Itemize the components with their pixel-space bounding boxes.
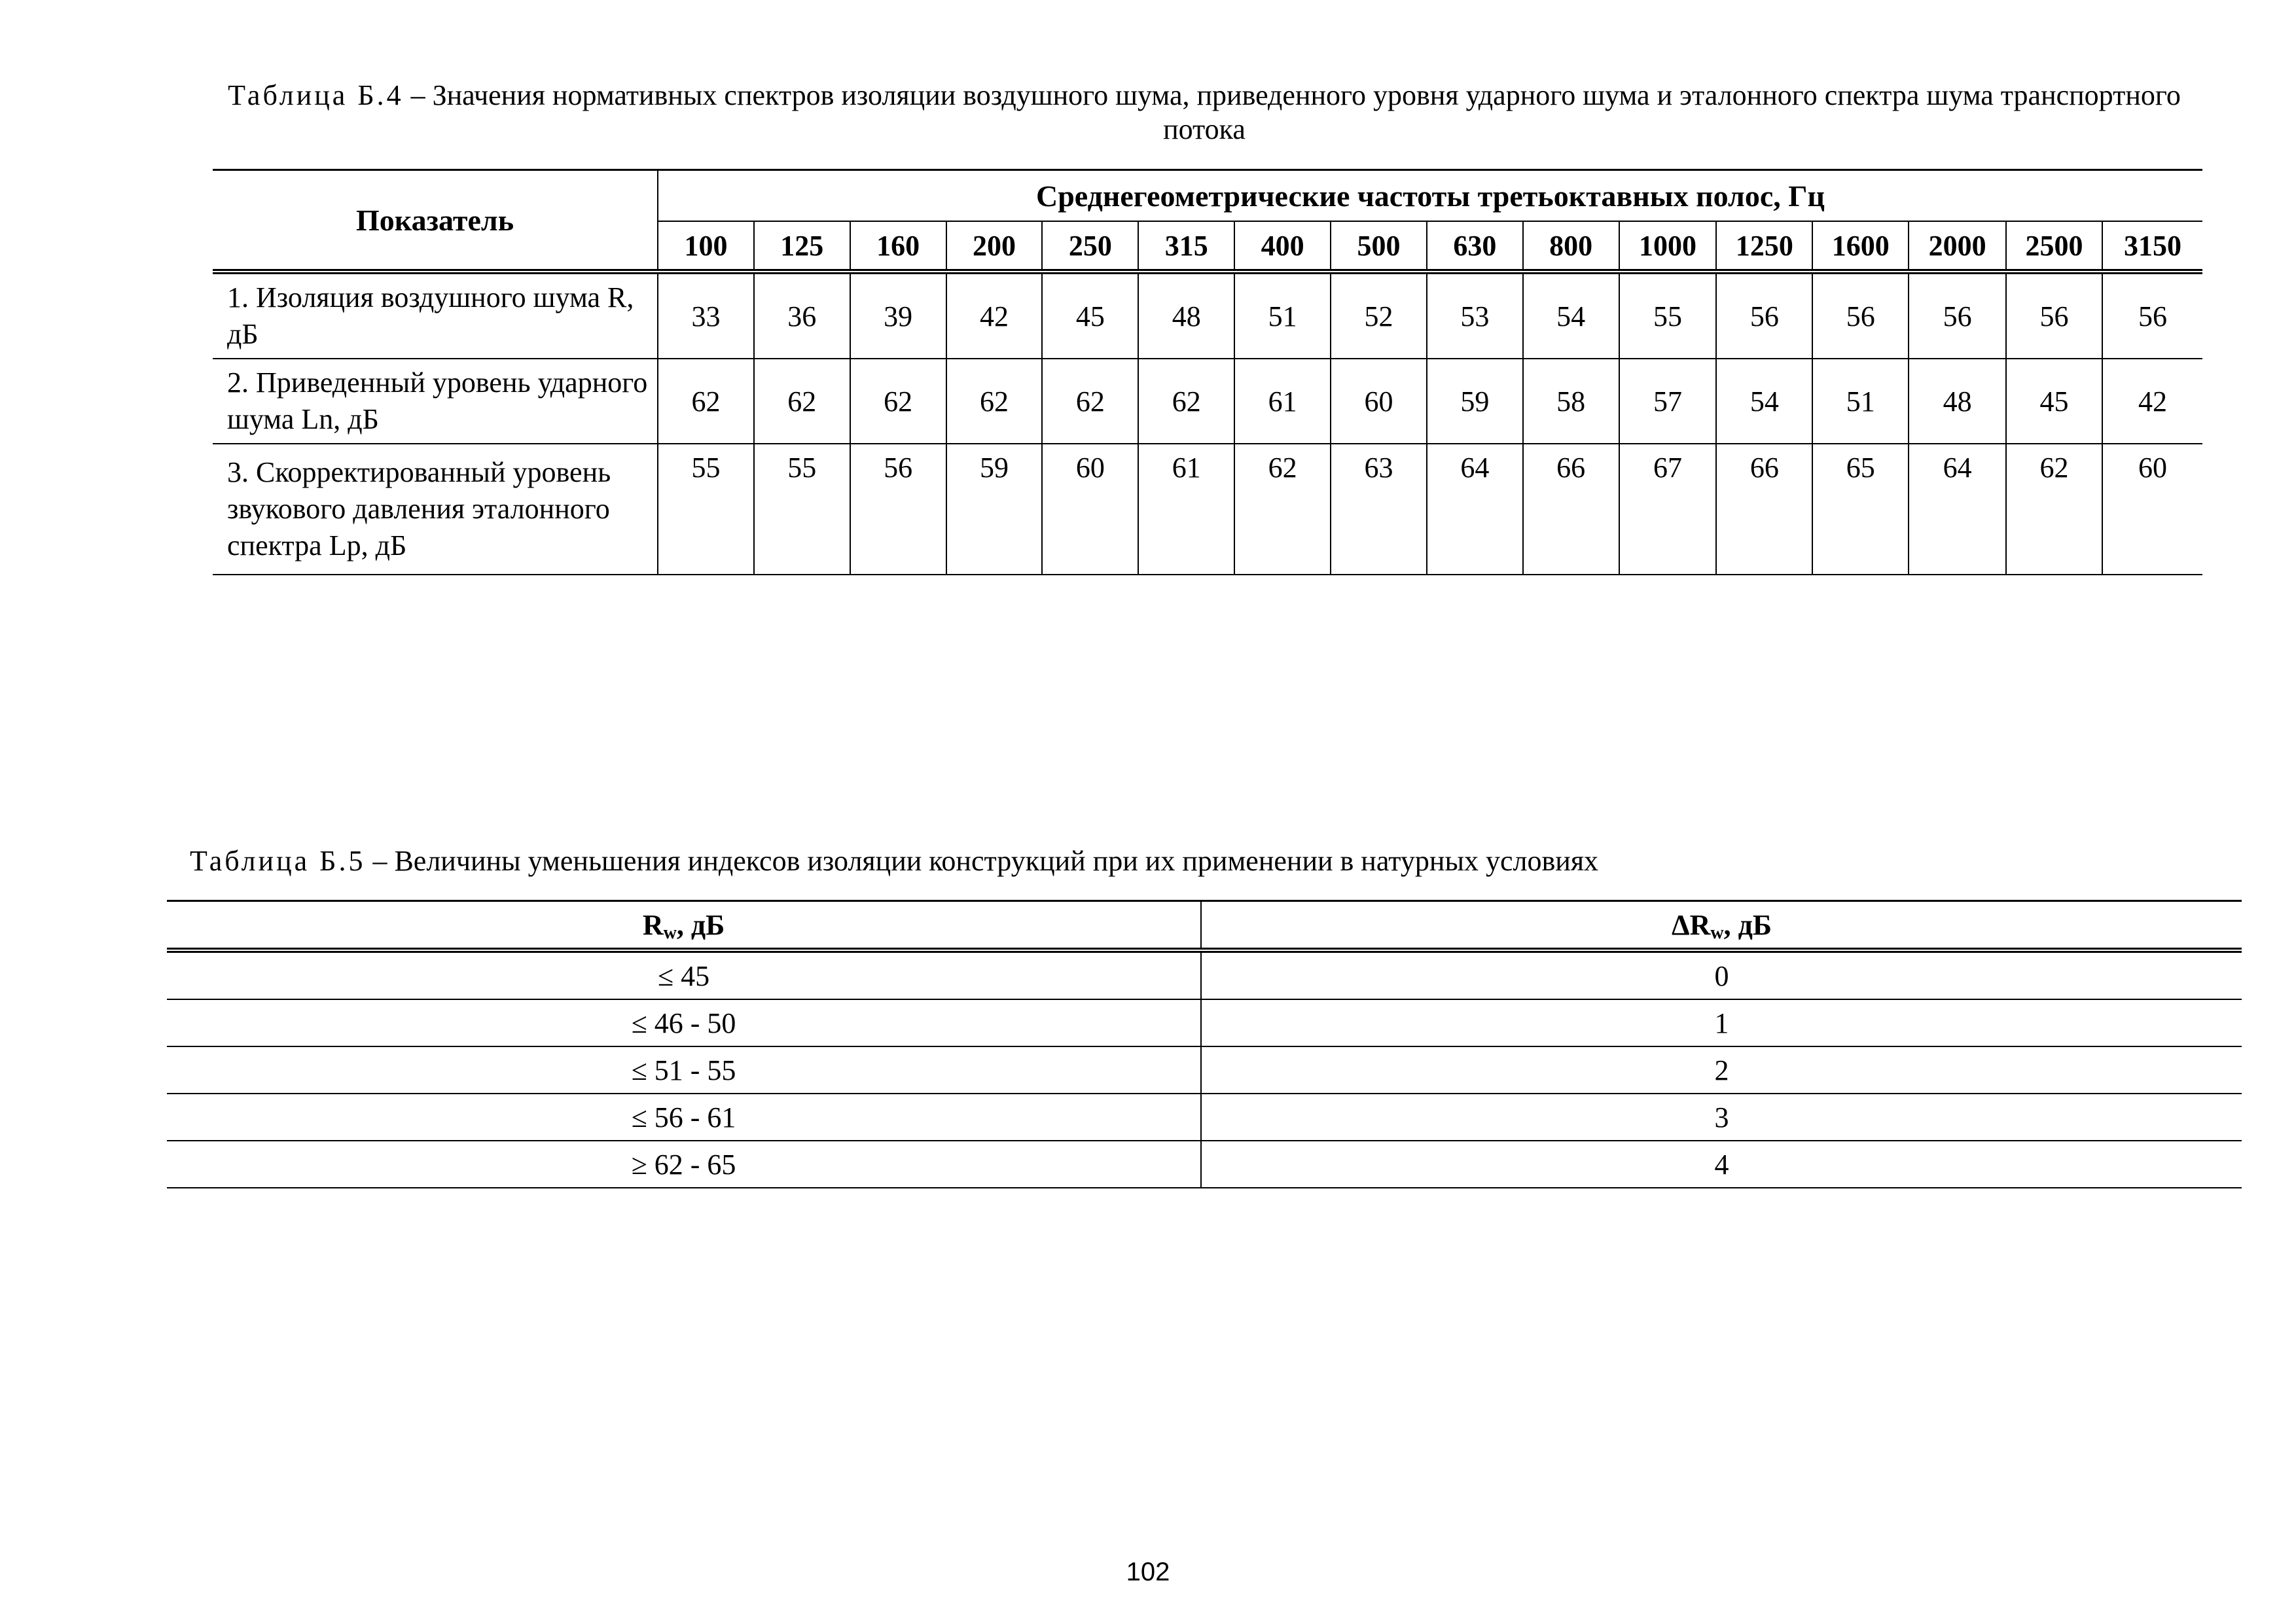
delta-rw-cell: 0	[1201, 950, 2242, 999]
table-cell: 59	[946, 444, 1043, 575]
frequency-header: 800	[1523, 221, 1619, 272]
frequency-header: 630	[1427, 221, 1523, 272]
table-cell: 62	[850, 359, 946, 444]
table-cell: 62	[658, 359, 754, 444]
table-cell: 57	[1619, 359, 1717, 444]
table-cell: 67	[1619, 444, 1717, 575]
table-cell: 45	[1042, 272, 1138, 359]
table-b5-caption-lead: Таблица Б.5	[190, 845, 366, 877]
table-row	[213, 359, 2202, 444]
delta-rw-cell: 1	[1201, 999, 2242, 1046]
frequency-header: 2000	[1909, 221, 2006, 272]
table-b5-caption	[190, 844, 1598, 878]
table-cell: 62	[2006, 444, 2102, 575]
frequency-header: 2500	[2006, 221, 2102, 272]
frequency-header: 125	[754, 221, 850, 272]
frequency-header: 100	[658, 221, 754, 272]
table-cell: 64	[1909, 444, 2006, 575]
table-cell: 60	[2102, 444, 2202, 575]
frequency-header: 250	[1042, 221, 1138, 272]
table-row	[213, 444, 2202, 575]
rw-cell: ≤ 51 - 55	[167, 1046, 1201, 1094]
table-cell: 33	[658, 272, 754, 359]
table-row	[167, 950, 2242, 999]
table-b4-caption	[190, 79, 2219, 147]
table-b5-caption-text: – Величины уменьшения индексов изоляции конструкций при их применении в натурных условиях	[365, 845, 1599, 877]
table-cell: 62	[754, 359, 850, 444]
table-cell: 56	[2006, 272, 2102, 359]
table-cell: 62	[946, 359, 1043, 444]
frequency-header: 160	[850, 221, 946, 272]
table-cell: 48	[1138, 272, 1234, 359]
row-label: 3. Скорректированный уровень звукового давления эталонного спектра Lp, дБ	[213, 444, 658, 575]
table-cell: 58	[1523, 359, 1619, 444]
rw-cell: ≥ 62 - 65	[167, 1141, 1201, 1188]
table-cell: 55	[1619, 272, 1717, 359]
header-delta-rw: $\Delta R_w$, дБ	[1201, 901, 2242, 951]
table-cell: 61	[1234, 359, 1331, 444]
table-cell: 62	[1042, 359, 1138, 444]
frequency-header: 315	[1138, 221, 1234, 272]
table-cell: 65	[1812, 444, 1909, 575]
frequency-header: 1600	[1812, 221, 1909, 272]
table-cell: 63	[1331, 444, 1427, 575]
table-row	[167, 1094, 2242, 1141]
table-cell: 42	[2102, 359, 2202, 444]
table-b5	[167, 900, 2242, 1188]
header-indicator: Показатель	[213, 170, 658, 272]
table-cell: 55	[754, 444, 850, 575]
table-cell: 59	[1427, 359, 1523, 444]
table-cell: 42	[946, 272, 1043, 359]
frequency-header: 3150	[2102, 221, 2202, 272]
table-cell: 52	[1331, 272, 1427, 359]
table-row	[167, 1141, 2242, 1188]
table-cell: 45	[2006, 359, 2102, 444]
rw-cell: ≤ 45	[167, 950, 1201, 999]
table-cell: 51	[1234, 272, 1331, 359]
table-row	[167, 1046, 2242, 1094]
table-b4-caption-text: – Значения нормативных спектров изоляции воздушного шума, приведенного уровня ударного шума и эталонного спектра шума транспортного потока	[403, 79, 2181, 145]
table-cell: 55	[658, 444, 754, 575]
table-cell: 36	[754, 272, 850, 359]
row-label: 2. Приведенный уровень ударного шума Ln, дБ	[213, 359, 658, 444]
delta-rw-cell: 4	[1201, 1141, 2242, 1188]
table-cell: 56	[850, 444, 946, 575]
frequency-header: 400	[1234, 221, 1331, 272]
row-label: 1. Изоляция воздушного шума R, дБ	[213, 272, 658, 359]
table-b4	[213, 169, 2202, 575]
table-cell: 56	[1716, 272, 1812, 359]
frequency-header: 500	[1331, 221, 1427, 272]
page-number: 102	[1126, 1558, 1170, 1586]
rw-cell: ≤ 56 - 61	[167, 1094, 1201, 1141]
delta-rw-cell: 2	[1201, 1046, 2242, 1094]
header-frequency-group: Среднегеометрические частоты третьоктавных полос, Гц	[658, 170, 2202, 222]
table-cell: 60	[1331, 359, 1427, 444]
table-cell: 62	[1234, 444, 1331, 575]
rw-cell: ≤ 46 - 50	[167, 999, 1201, 1046]
table-cell: 62	[1138, 359, 1234, 444]
table-cell: 64	[1427, 444, 1523, 575]
table-cell: 56	[1812, 272, 1909, 359]
table-cell: 48	[1909, 359, 2006, 444]
table-cell: 54	[1523, 272, 1619, 359]
table-row	[213, 272, 2202, 359]
table-cell: 60	[1042, 444, 1138, 575]
table-cell: 66	[1716, 444, 1812, 575]
table-cell: 39	[850, 272, 946, 359]
frequency-header: 1000	[1619, 221, 1717, 272]
frequency-header: 1250	[1716, 221, 1812, 272]
header-rw: $R_w$, дБ	[167, 901, 1201, 951]
table-b4-caption-lead: Таблица Б.4	[228, 79, 404, 111]
table-cell: 54	[1716, 359, 1812, 444]
table-cell: 61	[1138, 444, 1234, 575]
delta-rw-cell: 3	[1201, 1094, 2242, 1141]
table-cell: 53	[1427, 272, 1523, 359]
table-row	[167, 999, 2242, 1046]
frequency-header: 200	[946, 221, 1043, 272]
table-cell: 51	[1812, 359, 1909, 444]
table-cell: 56	[2102, 272, 2202, 359]
table-cell: 56	[1909, 272, 2006, 359]
table-cell: 66	[1523, 444, 1619, 575]
